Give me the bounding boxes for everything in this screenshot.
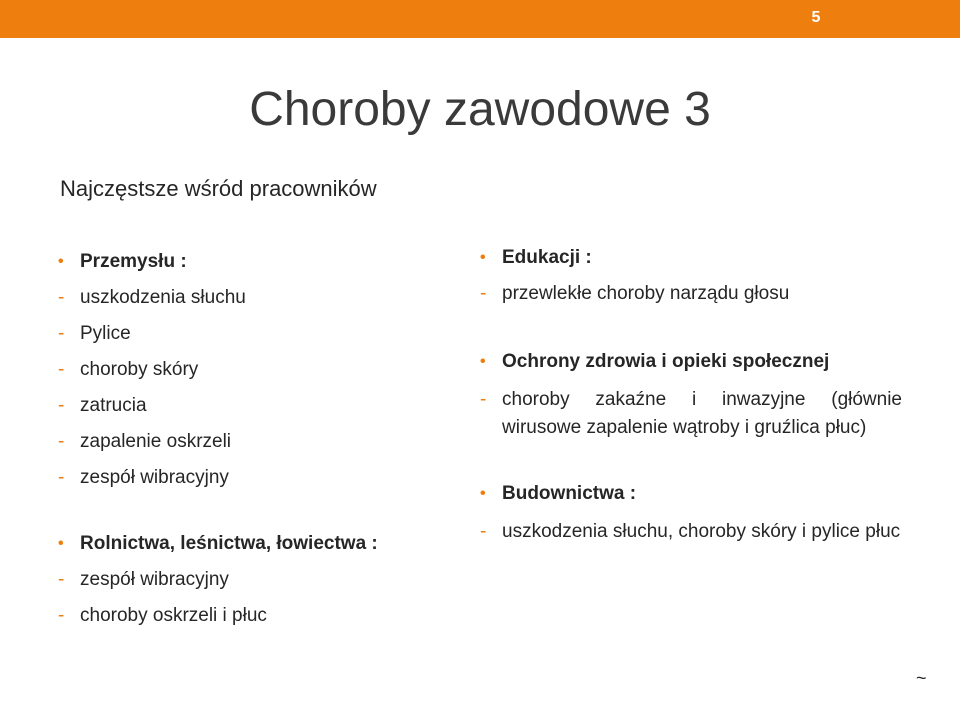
group-heading-przemyslu: • Przemysłu : [58,251,187,272]
group-heading-edukacji: • Edukacji : [480,247,592,268]
dash-icon: - [480,389,487,410]
bullet-icon: • [480,485,486,502]
bullet-icon: • [58,253,64,270]
list-item: - uszkodzenia słuchu [58,287,246,308]
bullet-icon: • [480,353,486,370]
group-heading-ochrony-zdrowia: • Ochrony zdrowia i opieki społecznej [480,351,830,372]
dash-icon: - [58,323,65,344]
bullet-icon: • [480,249,486,266]
group-heading-rolnictwa: • Rolnictwa, leśnictwa, łowiectwa : [58,533,378,554]
list-item: - zespół wibracyjny [58,467,229,488]
list-item: - zatrucia [58,395,147,416]
list-item: - choroby zakaźne i inwazyjne (głównie wirusowe zapalenie wątroby i gruźlica płuc) [480,386,902,442]
bullet-icon: • [58,535,64,552]
slide-title: Choroby zawodowe 3 [249,83,711,136]
right-column [480,246,902,546]
slide-number: 5 [811,9,821,26]
list-item: - zespół wibracyjny [58,569,229,590]
dash-icon: - [58,467,65,488]
list-item: - uszkodzenia słuchu, choroby skóry i pylice płuc [480,518,902,546]
dash-icon: - [58,605,65,626]
slide-subtitle: Najczęstsze wśród pracowników [60,176,377,201]
dash-icon: - [480,521,487,542]
top-accent-bar [0,0,960,38]
list-item: - Pylice [58,323,131,344]
list-item: - przewlekłe choroby narządu głosu [480,283,790,304]
list-item: - choroby skóry [58,359,199,380]
dash-icon: - [58,359,65,380]
list-item: - zapalenie oskrzeli [58,431,232,452]
dash-icon: - [480,283,487,304]
dash-icon: - [58,431,65,452]
dash-icon: - [58,569,65,590]
list-item: - choroby oskrzeli i płuc [58,605,267,626]
group-heading-budownictwa: • Budownictwa : [480,483,637,504]
left-column [58,250,458,628]
footer-mark: ~ [916,668,927,688]
dash-icon: - [58,287,65,308]
dash-icon: - [58,395,65,416]
